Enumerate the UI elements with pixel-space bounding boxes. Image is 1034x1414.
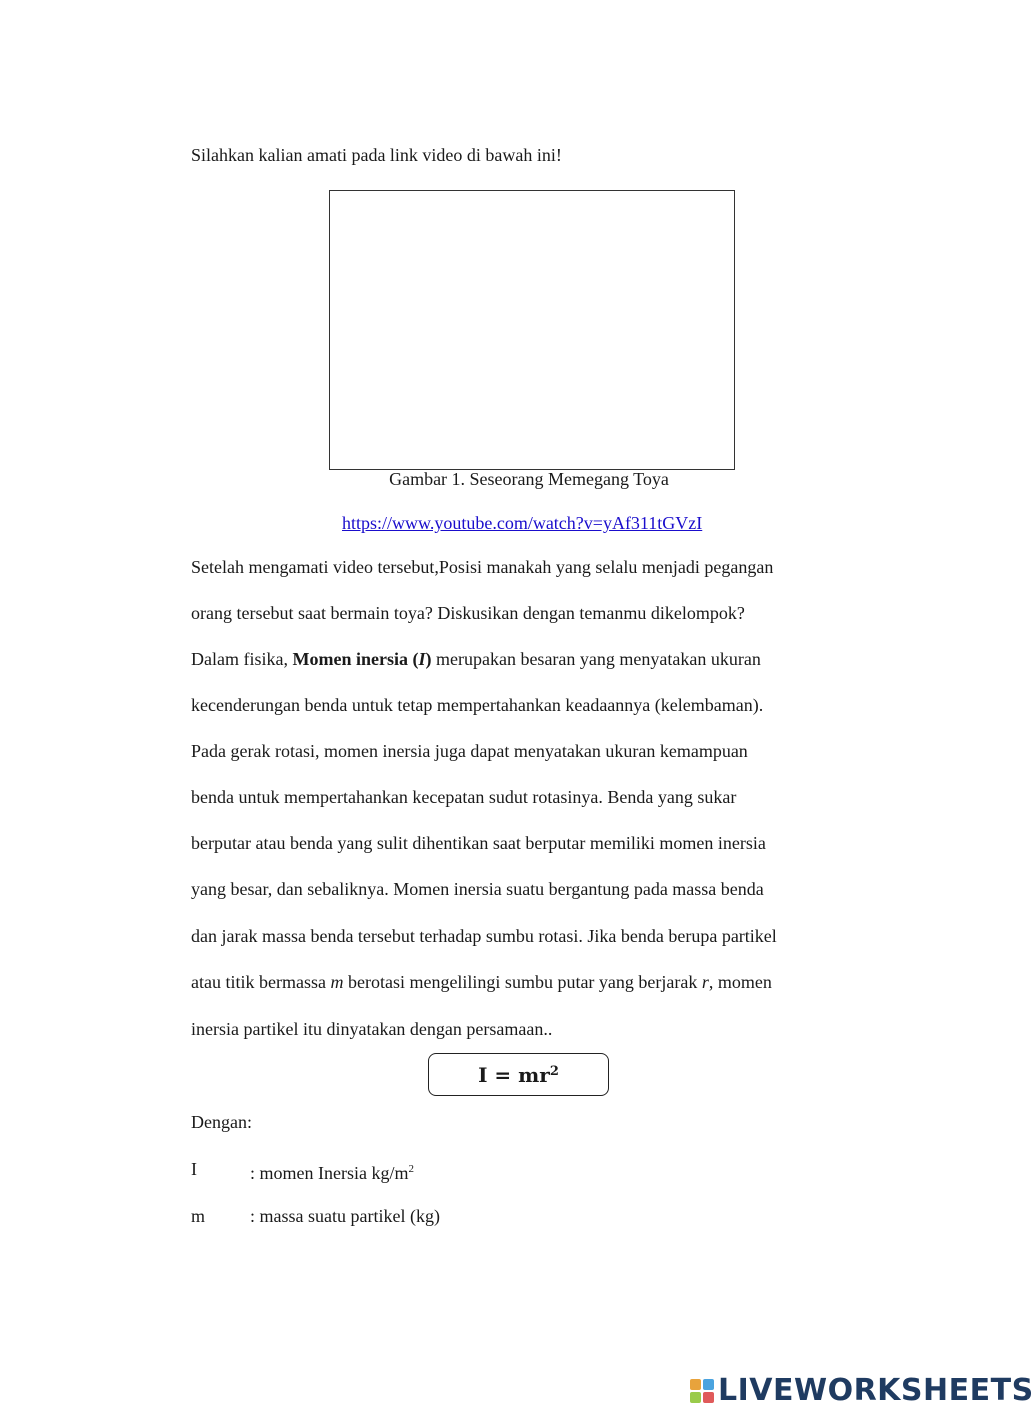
paragraph-line-11: inersia partikel itu dinyatakan dengan persamaan.. bbox=[191, 1019, 553, 1039]
definition-symbol-i: I bbox=[191, 1159, 197, 1179]
paragraph-line-6: benda untuk mempertahankan kecepatan sudut rotasinya. Benda yang sukar bbox=[191, 787, 737, 807]
paragraph-line-9: dan jarak massa benda tersebut terhadap sumbu rotasi. Jika benda berupa partikel bbox=[191, 926, 777, 946]
definition-text-i: : momen Inersia $kg/m^2$ bbox=[250, 1163, 414, 1183]
formula-box: I = mr $^2$ bbox=[428, 1053, 609, 1096]
paragraph-line-5: Pada gerak rotasi, momen inersia juga dapat menyatakan ukuran kemampuan bbox=[191, 741, 748, 761]
definition-text-m: : massa suatu partikel (kg) bbox=[250, 1206, 440, 1226]
paragraph-line-8: yang besar, dan sebaliknya. Momen inersia suatu bergantung pada massa benda bbox=[191, 879, 764, 899]
logo-square-3 bbox=[690, 1392, 701, 1403]
intro-text: Silahkan kalian amati pada link video di bawah ini! bbox=[191, 145, 562, 165]
symbol-r: r bbox=[701, 972, 709, 992]
symbol-m: m bbox=[330, 972, 344, 992]
paragraph-line-4: kecenderungan benda untuk tetap mempertahankan keadaannya (kelembaman). bbox=[191, 695, 764, 715]
paragraph-line-10: atau titik bermassa m berotasi mengelilingi sumbu putar yang berjarak r, momen bbox=[191, 972, 772, 992]
symbol-i: I bbox=[418, 649, 426, 669]
figure-caption: Gambar 1. Seseorang Memegang Toya bbox=[389, 469, 669, 489]
paragraph-line-7: berputar atau benda yang sulit dihentikan saat berputar memiliki momen inersia bbox=[191, 833, 766, 853]
liveworksheets-logo bbox=[690, 1373, 1034, 1408]
definitions-heading: Dengan: bbox=[191, 1112, 252, 1132]
brand-name: LIVEWORKSHEETS bbox=[718, 1373, 1034, 1408]
video-frame[interactable] bbox=[329, 190, 735, 470]
logo-square-1 bbox=[690, 1379, 701, 1390]
definition-symbol-m: m bbox=[191, 1206, 206, 1226]
paragraph-line-2: orang tersebut saat bermain toya? Diskusikan dengan temanmu dikelompok? bbox=[191, 603, 745, 623]
video-link[interactable]: https://www.youtube.com/watch?v=yAf311tGVzI bbox=[342, 513, 703, 533]
brand-logo-icon bbox=[690, 1379, 714, 1403]
logo-square-2 bbox=[703, 1379, 714, 1390]
term-momen-inersia: Momen inersia bbox=[292, 649, 408, 669]
paragraph-line-3: Dalam fisika, Momen inersia (I) merupakan besaran yang menyatakan ukuran bbox=[191, 649, 761, 669]
paragraph-line-1: Setelah mengamati video tersebut,Posisi manakah yang selalu menjadi pegangan bbox=[191, 557, 774, 577]
logo-square-4 bbox=[703, 1392, 714, 1403]
